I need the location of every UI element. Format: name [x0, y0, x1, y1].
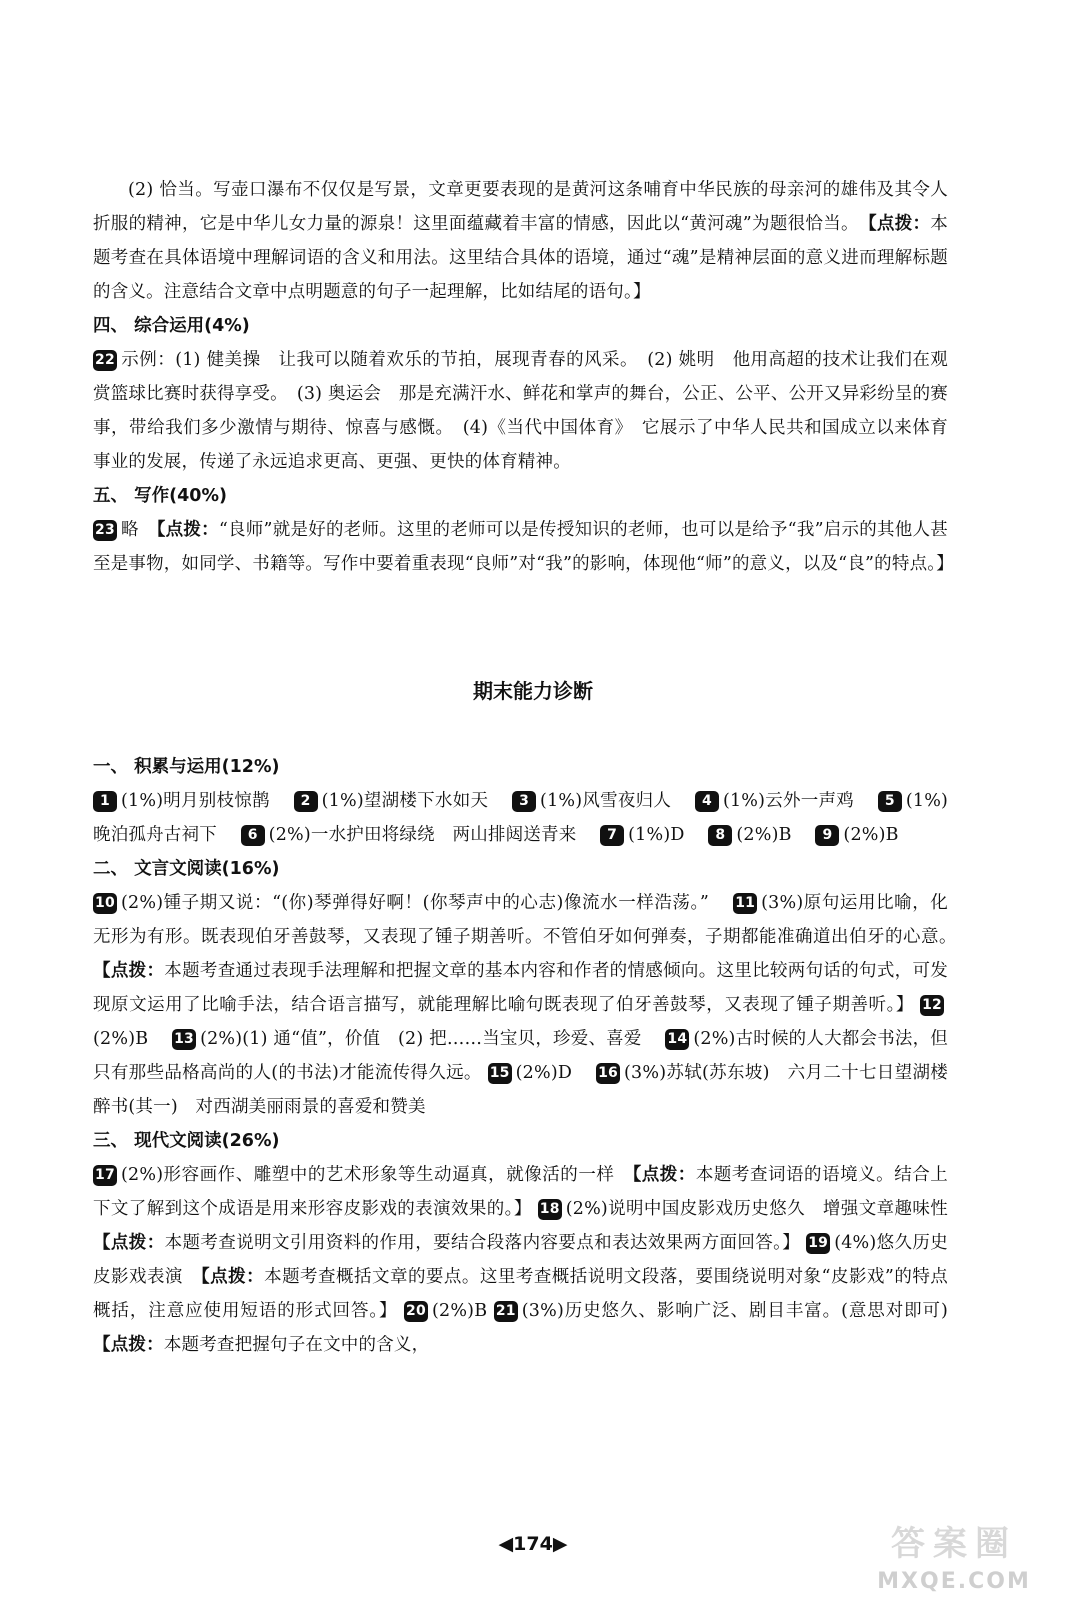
- q23-answer: 23 略 【点拨：“良师”就是好的老师。这里的老师可以是传授知识的老师，也可以是给予“我”启示的其他人甚至是事物，如同学、书籍等。写作中要着重表现“良师”对“我”的影响，体现他“师”的意义，以及“良”的特点。】: [93, 520, 954, 574]
- section-heading-modern-reading: 三、 现代文阅读(26%): [93, 1131, 280, 1151]
- section-heading-classical-reading: 二、 文言文阅读(16%): [93, 859, 280, 879]
- question-number-badge: 16: [596, 1063, 620, 1084]
- question-number-badge: 4: [695, 791, 719, 812]
- q2-answer: (2) 恰当。写壶口瀑布不仅仅是写景，文章更要表现的是黄河这条哺育中华民族的母亲河的雄伟及其令人折服的精神，它是中华儿女力量的源泉！这里面蕴藏着丰富的情感，因此以“黄河魂”为题很恰当。 【点拨：本题考查在具体语境中理解词语的含义和用法。这里结合具体的语境，通过“魂”是精神层面的意义进而理解标题的含义。注意结合文章中点明题意的句子一起理解，比如结尾的语句。】: [93, 180, 948, 302]
- answer-item: 3 (1%)风雪夜归人: [512, 791, 671, 811]
- question-number-badge: 17: [93, 1165, 117, 1186]
- question-number-badge: 5: [878, 791, 902, 812]
- section-heading-writing: 五、 写作(40%): [93, 486, 227, 506]
- question-number-badge: 8: [708, 825, 732, 846]
- question-number-badge: 7: [600, 825, 624, 846]
- watermark-logo: [854, 1514, 1054, 1594]
- final-answers: [93, 750, 966, 1362]
- sec3-answers: 17 (2%)形容画作、雕塑中的艺术形象等生动逼真，就像活的一样 【点拨：本题考查词语的语境义。结合上下文了解到这个成语是用来形容皮影戏的表演效果的。】 18 (2%)说明中国皮影戏历史悠久 增强文章趣味性 【点拨：本题考查说明文引用资料的作用，要结合段落内容要点和表达效果两方面回答。】 19 (4%)悠久历史 皮影戏表演 【点拨：本题考查概括文章的要点。这里考查概括说明文段落，要围绕说明对象“皮影戏”的特点概括，注意应使用短语的形式回答。】 20 (2%)B 21 (3%)历史悠久、影响广泛、剧目丰富。(意思对即可) 【点拨：本题考查把握句子在文中的含义，: [93, 1165, 966, 1355]
- q22-answer: 22 示例：(1) 健美操 让我可以随着欢乐的节拍，展现青春的风采。 (2) 姚明 他用高超的技术让我们在观赏篮球比赛时获得享受。 (3) 奥运会 那是充满汗水、鲜花和掌声的舞台，公正、公平、公开又异彩纷呈的赛事，带给我们多少激情与期待、惊喜与感慨。 (4)《当代中国体育》 它展示了中华人民共和国成立以来体育事业的发展，传递了永远追求更高、更强、更快的体育精神。: [93, 350, 948, 472]
- question-number-badge: 13: [172, 1029, 196, 1050]
- answer-item: 9 (2%)B: [815, 825, 898, 845]
- watermark-logo-text: 答案圈: [891, 1524, 1017, 1564]
- question-number-badge: 9: [815, 825, 839, 846]
- answer-item: 7 (1%)D: [600, 825, 684, 845]
- answer-item: 8 (2%)B: [708, 825, 791, 845]
- question-number-badge: 1: [93, 791, 117, 812]
- page-number: ◀174▶: [498, 1533, 568, 1555]
- answer-item: 5 (1%)晚泊孤舟古祠下: [93, 791, 949, 845]
- sec2-answers: 10 (2%)锺子期又说：“(你)琴弹得好啊！(你琴声中的心志)像流水一样浩荡。” 11 (3%)原句运用比喻，化无形为有形。既表现伯牙善鼓琴，又表现了锺子期善听。不管伯牙如何弹奏，子期都能准确道出伯牙的心意。 【点拨：本题考查通过表现手法理解和把握文章的基本内容和作者的情感倾向。这里比较两句话的句式，可发现原文运用了比喻手法，结合语言描写，就能理解比喻句既表现了伯牙善鼓琴，又表现了锺子期善听。】 12(2%)B 13 (2%)(1) 通“值”，价值 (2) 把……当宝贝，珍爱、喜爱 14 (2%)古时候的人大都会书法，但只有那些品格高尚的人(的书法)才能流传得久远。 15 (2%)D 16 (3%)苏轼(苏东坡) 六月二十七日望湖楼醉书(其一) 对西湖美丽雨景的喜爱和赞美: [93, 893, 949, 1117]
- question-number-badge: 14: [665, 1029, 689, 1050]
- answer-item: 2 (1%)望湖楼下水如天: [294, 791, 489, 811]
- answer-item: 1 (1%)明月别枝惊鹊: [93, 791, 270, 811]
- question-number-badge: 11: [733, 893, 757, 914]
- question-number-badge: 22: [93, 350, 117, 371]
- question-number-badge: 2: [294, 791, 318, 812]
- section-heading-accumulation: 一、 积累与运用(12%): [93, 757, 280, 777]
- upper-answers: [93, 173, 954, 581]
- question-number-badge: 15: [488, 1063, 512, 1084]
- answer-item: 6 (2%)一水护田将绿绕 两山排闼送青来: [241, 825, 577, 845]
- sec1-answers: [93, 784, 948, 852]
- section-heading-comprehensive: 四、 综合运用(4%): [93, 316, 250, 336]
- question-number-badge: 10: [93, 893, 117, 914]
- question-number-badge: 19: [806, 1233, 830, 1254]
- question-number-badge: 20: [404, 1301, 428, 1322]
- question-number-badge: 6: [241, 825, 265, 846]
- question-number-badge: 18: [538, 1199, 562, 1220]
- section-title: 期末能力诊断: [473, 679, 593, 703]
- watermark-url: MXQE.COM: [877, 1569, 1031, 1594]
- question-number-badge: 21: [494, 1301, 518, 1322]
- question-number-badge: 3: [512, 791, 536, 812]
- answer-item: 4 (1%)云外一声鸡: [695, 791, 854, 811]
- question-number-badge: 12: [920, 995, 944, 1016]
- question-number-badge: 23: [93, 520, 117, 541]
